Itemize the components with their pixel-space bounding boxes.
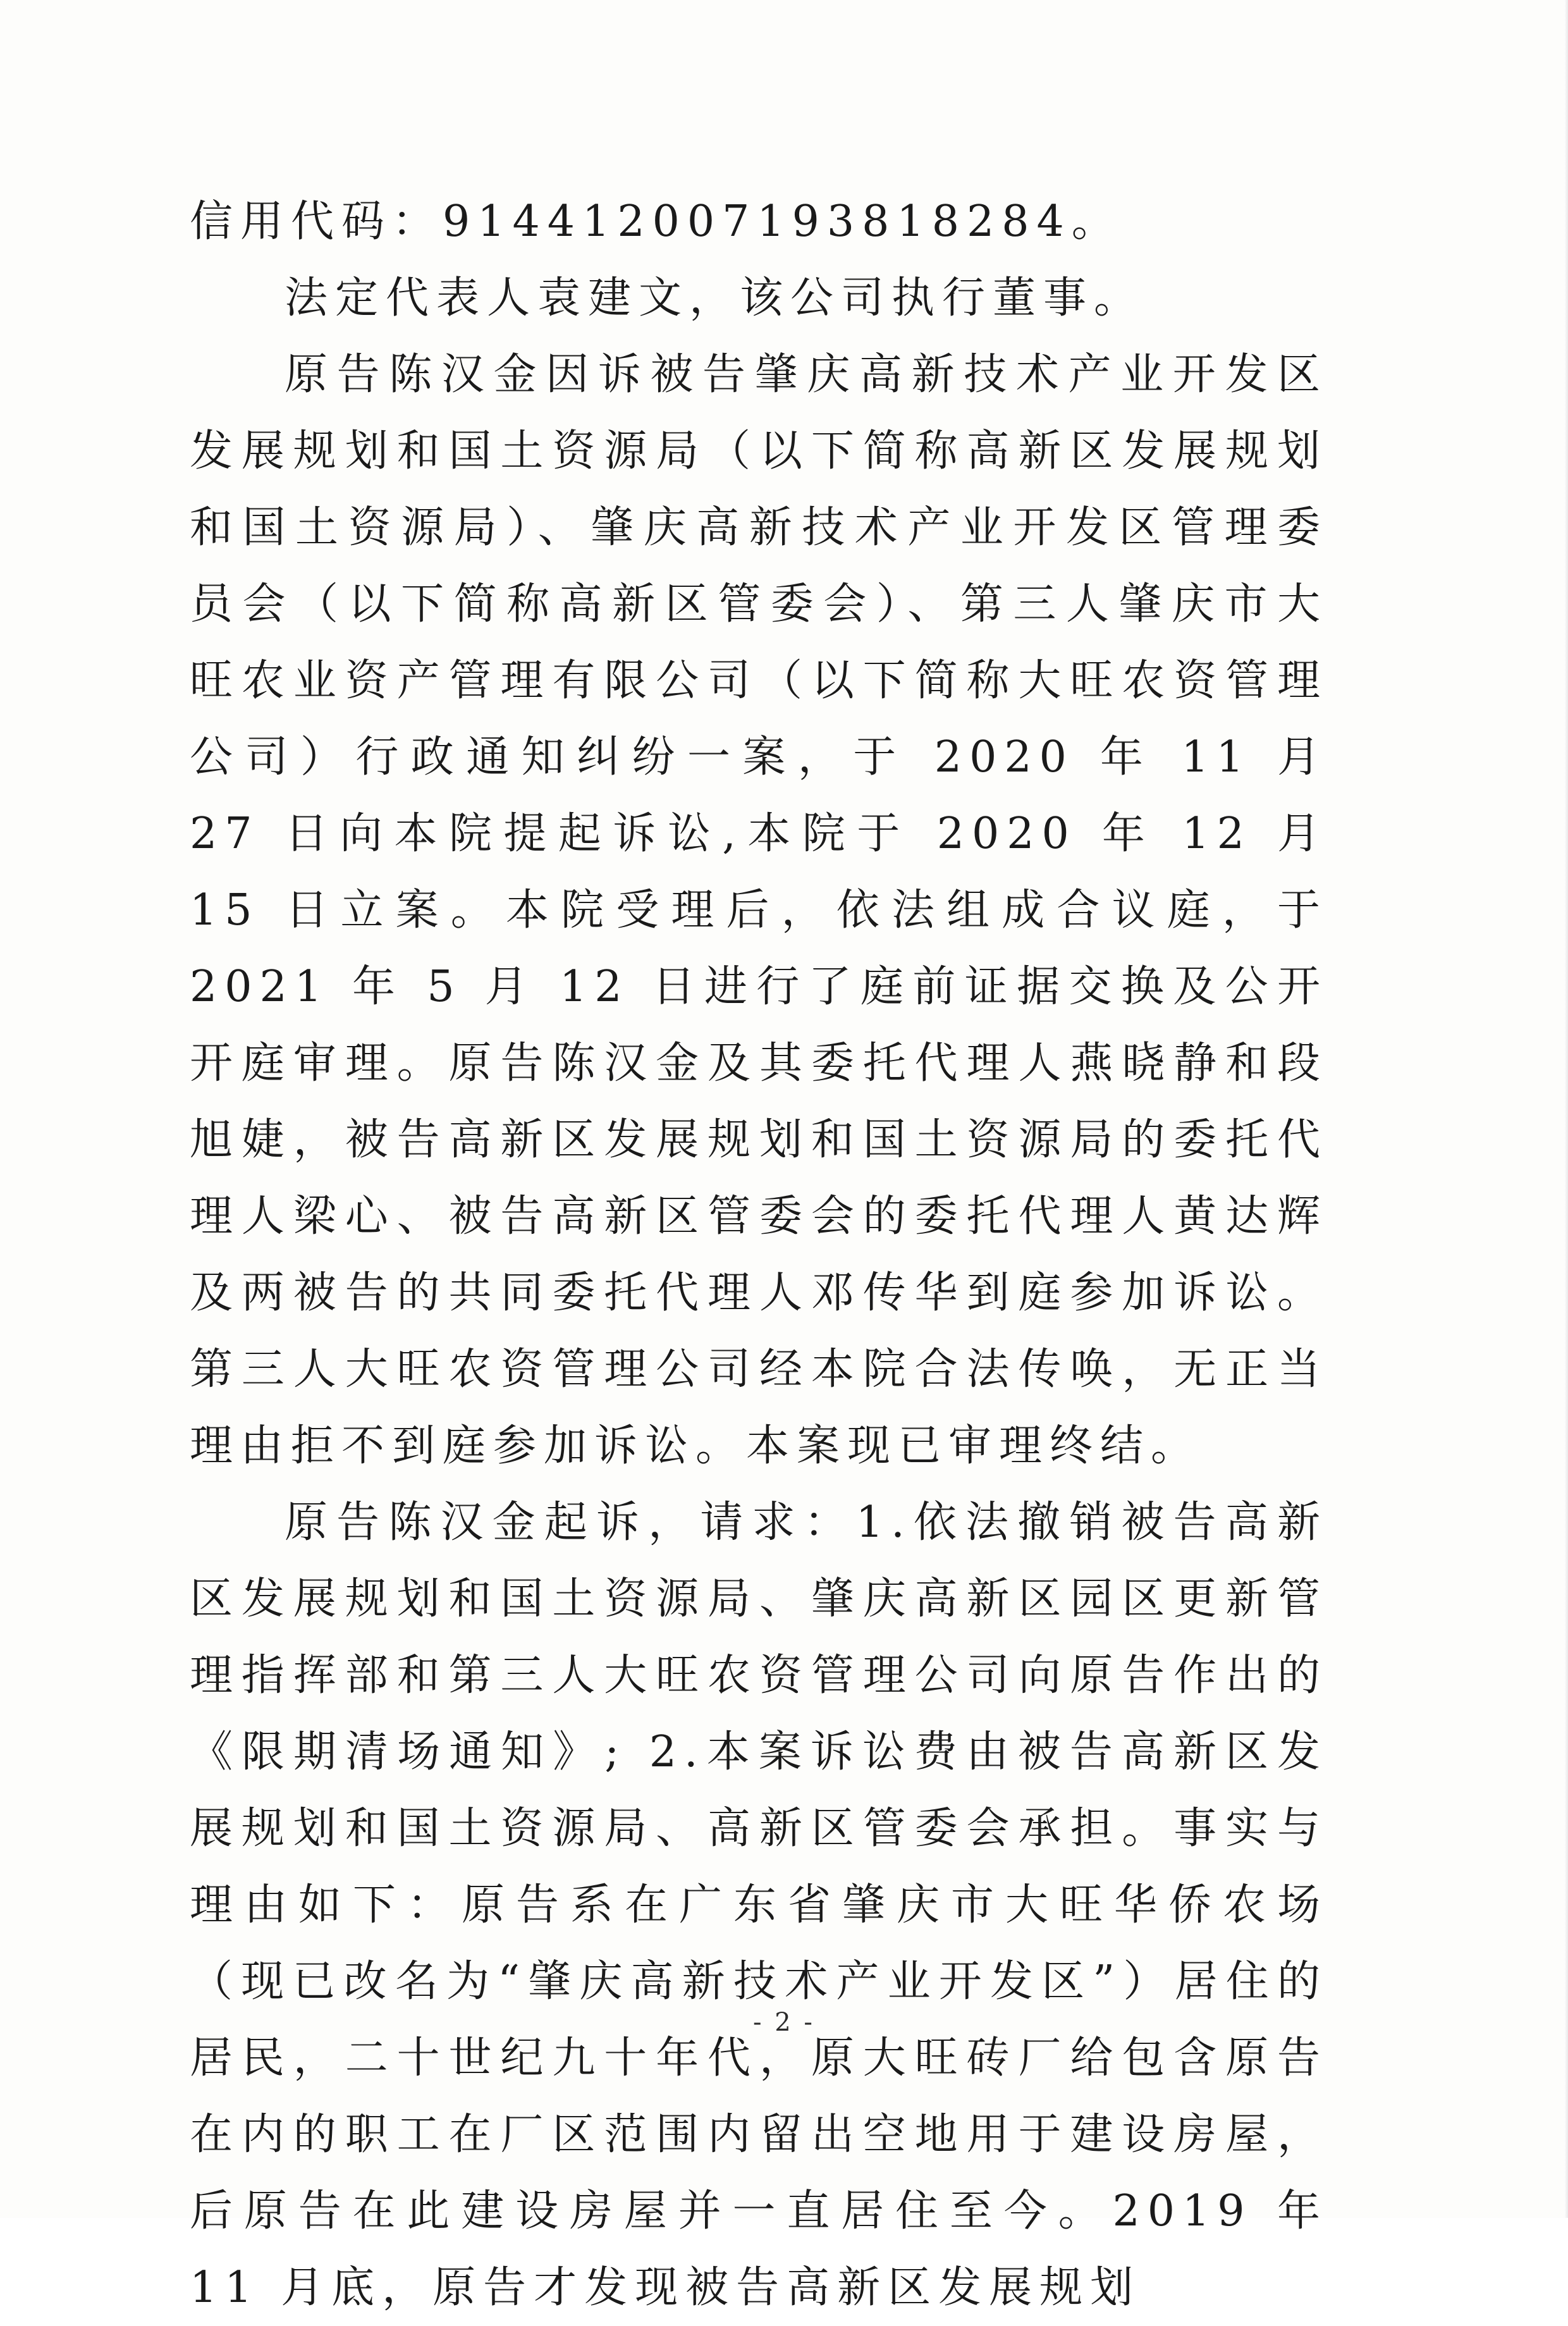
scan-edge-shadow	[1564, 0, 1568, 2218]
document-body	[190, 183, 1328, 2326]
paragraph-legal-representative: 法定代表人袁建文，该公司执行董事。	[285, 273, 1145, 323]
paragraph-case-background: 原告陈汉金因诉被告肇庆高新技术产业开发区发展规划和国土资源局（以下简称高新区发展规划和国土资源局）、肇庆高新技术产业开发区管理委员会（以下简称高新区管委会）、第三人肇庆市大旺农业资产管理有限公司（以下简称大旺农资管理公司）行政通知纠纷一案，于 2020 年 11 月 27 日向本院提起诉讼,本院于 2020 年 12 月 15 日立案。本院受理后，依法组成合议庭，于 2021 年 5 月 12 日进行了庭前证据交换及公开开庭审理。原告陈汉金及其委托代理人燕晓静和段旭婕，被告高新区发展规划和国土资源局的委托代理人梁心、被告高新区管委会的委托代理人黄达辉及两被告的共同委托代理人邓传华到庭参加诉讼。第三人大旺农资管理公司经本院合法传唤，无正当理由拒不到庭参加诉讼。本案现已审理终结。	[190, 350, 1328, 1471]
page-number: - 2 -	[753, 2008, 815, 2037]
paragraph-plaintiff-claims: 原告陈汉金起诉，请求：1.依法撤销被告高新区发展规划和国土资源局、肇庆高新区园区更新管理指挥部和第三人大旺农资管理公司向原告作出的《限期清场通知》; 2.本案诉讼费由被告高新区发展规划和国土资源局、高新区管委会承担。事实与理由如下：原告系在广东省肇庆市大旺华侨农场（现已改名为“肇庆高新技术产业开发区”）居住的居民，二十世纪九十年代，原大旺砖厂给包含原告在内的职工在厂区范围内留出空地用于建设房屋，后原告在此建设房屋并一直居住至今。2019 年 11 月底，原告才发现被告高新区发展规划	[190, 1498, 1328, 2313]
paragraph-credit-code: 信用代码：91441200719381828​4。	[190, 197, 1122, 247]
